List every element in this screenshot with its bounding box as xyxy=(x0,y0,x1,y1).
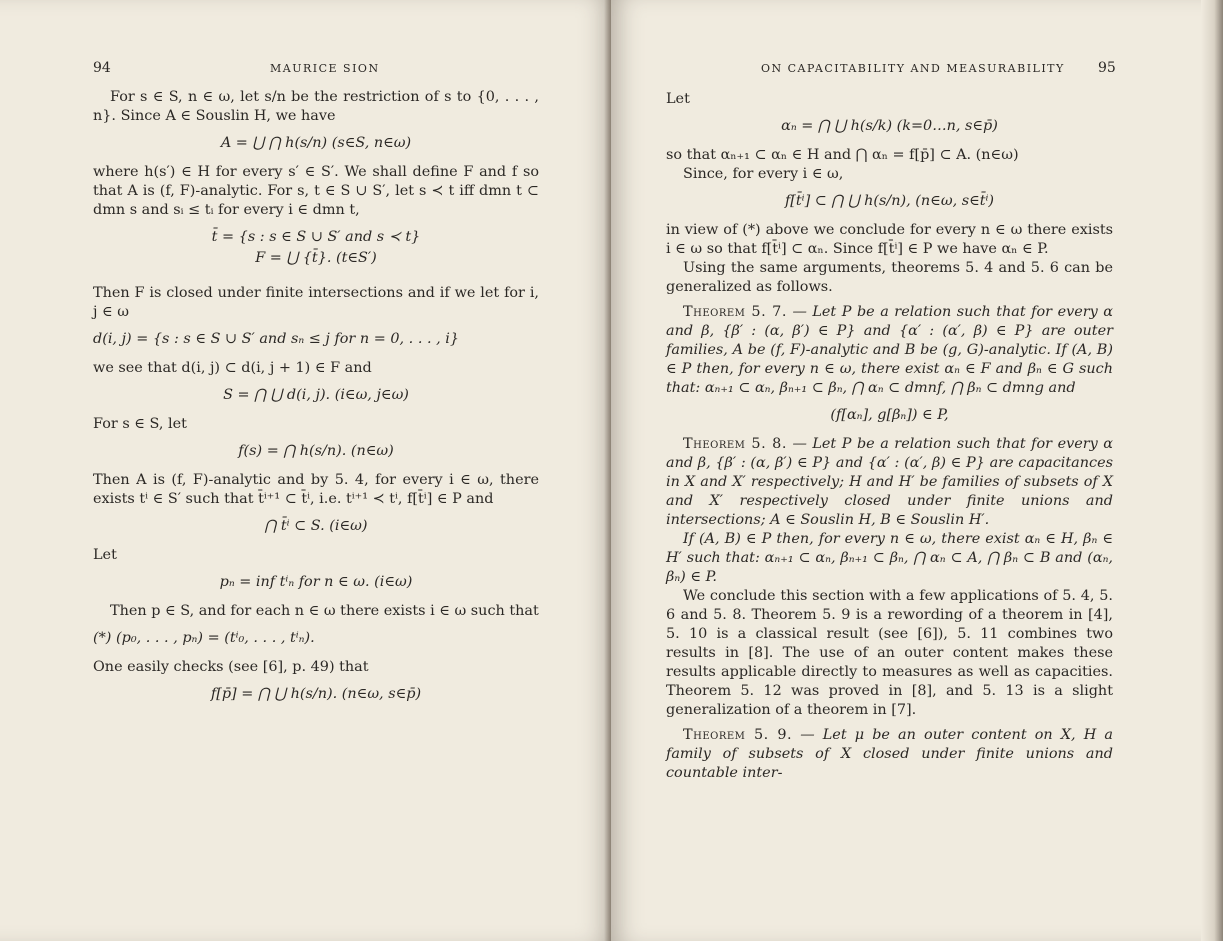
theorem-5-8 xyxy=(666,435,1113,530)
equation: F = ⋃ {t̄}. (t∈S′) xyxy=(255,250,377,266)
theorem-body: — Let μ be an outer content on X, H a family of subsets of X closed under finite unions and countable inter- xyxy=(666,727,1113,781)
paragraph: Let xyxy=(93,547,117,563)
paragraph: Then F is closed under finite intersections and if we let for i, j ∈ ω xyxy=(93,285,539,320)
running-head: ON CAPACITABILITY AND MEASURABILITY xyxy=(761,62,1065,75)
theorem-5-7 xyxy=(666,303,1113,398)
equation: f[t̄ⁱ] ⊂ ⋂ ⋃ h(s/n), (n∈ω, s∈t̄ⁱ) xyxy=(784,193,995,209)
equation: d(i, j) = {s : s ∈ S ∪ S′ and sₙ ≤ j for n = 0, . . . , i} xyxy=(93,331,460,347)
equation: S = ⋂ ⋃ d(i, j). (i∈ω, j∈ω) xyxy=(223,387,409,403)
paragraph: We conclude this section with a few applications of 5. 4, 5. 6 and 5. 8. Theorem 5. 9 is a rewording of a theorem in [4], 5. 10 is a classical result (see [6]), 5. 11 combines two results in [8]. The use of an outer content makes these results applicable directly to measures as well as capacities. Theorem 5. 12 was proved in [8], and 5. 13 is a slight generalization of a theorem in [7]. xyxy=(666,588,1113,718)
theorem-body: — Let P be a relation such that for every α and β, {β′ : (α, β′) ∈ P} and {α′ : (α′, β) ∈ P} are outer families, A be (f, F)-analytic and B be (g, G)-analytic. If (A, B) ∈ P then, for every n ∈ ω, there exist αₙ ∈ F and βₙ ∈ G such that: αₙ₊₁ ⊂ αₙ, βₙ₊₁ ⊂ βₙ, ⋂ αₙ ⊂ dmnf, ⋂ βₙ ⊂ dmng and xyxy=(666,304,1113,396)
paragraph: Let xyxy=(666,91,690,107)
paragraph: For s ∈ S, let xyxy=(93,416,187,432)
equation: (f[αₙ], g[βₙ]) ∈ P, xyxy=(830,407,949,423)
text-column xyxy=(93,88,539,714)
left-page xyxy=(0,0,611,941)
paragraph: One easily checks (see [6], p. 49) that xyxy=(93,659,369,675)
paragraph: in view of (*) above we conclude for every n ∈ ω there exists i ∈ ω so that f[t̄ⁱ] ⊂ αₙ. Since f[t̄ⁱ] ∈ P we have αₙ ∈ P. xyxy=(666,222,1113,257)
running-head: MAURICE SION xyxy=(270,62,380,75)
equation: pₙ = inf tⁱₙ for n ∈ ω. (i∈ω) xyxy=(219,574,413,590)
paragraph: For s ∈ S, n ∈ ω, let s/n be the restriction of s to {0, . . . , n}. Since A ∈ Souslin H, we have xyxy=(93,89,539,124)
equation: (*) (p₀, . . . , pₙ) = (tⁱ₀, . . . , tⁱₙ). xyxy=(93,630,315,646)
page-edge xyxy=(1201,0,1223,941)
equation: f(s) = ⋂ h(s/n). (n∈ω) xyxy=(238,443,394,459)
theorem-title: Theorem 5. 7. xyxy=(683,304,787,320)
equation: ⋂ t̄ⁱ ⊂ S. (i∈ω) xyxy=(264,518,368,534)
paragraph: Then A is (f, F)-analytic and by 5. 4, for every i ∈ ω, there exists tⁱ ∈ S′ such that t̄ⁱ⁺¹ ⊂ t̄ⁱ, i.e. tⁱ⁺¹ ≺ tⁱ, f[t̄ⁱ] ∈ P and xyxy=(93,472,539,507)
equation: αₙ = ⋂ ⋃ h(s/k) (k=0…n, s∈p̄) xyxy=(781,118,998,134)
paragraph: If (A, B) ∈ P then, for every n ∈ ω, there exist αₙ ∈ H, βₙ ∈ H′ such that: αₙ₊₁ ⊂ αₙ, βₙ₊₁ ⊂ βₙ, ⋂ αₙ ⊂ A, ⋂ βₙ ⊂ B and (αₙ, βₙ) ∈ P. xyxy=(666,531,1113,585)
equation: t̄ = {s : s ∈ S ∪ S′ and s ≺ t} xyxy=(211,229,421,245)
paragraph: Using the same arguments, theorems 5. 4 and 5. 6 can be generalized as follows. xyxy=(666,260,1113,295)
paragraph: so that αₙ₊₁ ⊂ αₙ ∈ H and ⋂ αₙ = f[p̄] ⊂ A. (n∈ω) xyxy=(666,147,1019,163)
paragraph: where h(s′) ∈ H for every s′ ∈ S′. We shall define F and f so that A is (f, F)-analytic. For s, t ∈ S ∪ S′, let s ≺ t iff dmn t ⊂ dmn s and sᵢ ≤ tᵢ for every i ∈ dmn t, xyxy=(93,164,539,218)
page-number: 94 xyxy=(93,60,111,76)
theorem-title: Theorem 5. 8. xyxy=(683,436,787,452)
paragraph: Since, for every i ∈ ω, xyxy=(683,166,844,182)
right-page xyxy=(611,0,1223,941)
equation: f[p̄] = ⋂ ⋃ h(s/n). (n∈ω, s∈p̄) xyxy=(210,686,422,702)
theorem-5-9 xyxy=(666,726,1113,783)
theorem-body: — Let P be a relation such that for every α and β, {β′ : (α, β′) ∈ P} and {α′ : (α′, β) ∈ P} are capacitances in X and X′ respectively; H and H′ be families of subsets of X and X′ respectively closed under finite unions and intersections; A ∈ Souslin H, B ∈ Souslin H′. xyxy=(666,436,1113,528)
paragraph: Then p ∈ S, and for each n ∈ ω there exists i ∈ ω such that xyxy=(110,603,539,619)
paragraph: we see that d(i, j) ⊂ d(i, j + 1) ∈ F and xyxy=(93,360,372,376)
page-number: 95 xyxy=(1098,60,1116,76)
theorem-title: Theorem 5. 9. xyxy=(683,727,793,743)
equation: A = ⋃ ⋂ h(s/n) (s∈S, n∈ω) xyxy=(220,135,412,151)
text-column xyxy=(666,90,1113,783)
